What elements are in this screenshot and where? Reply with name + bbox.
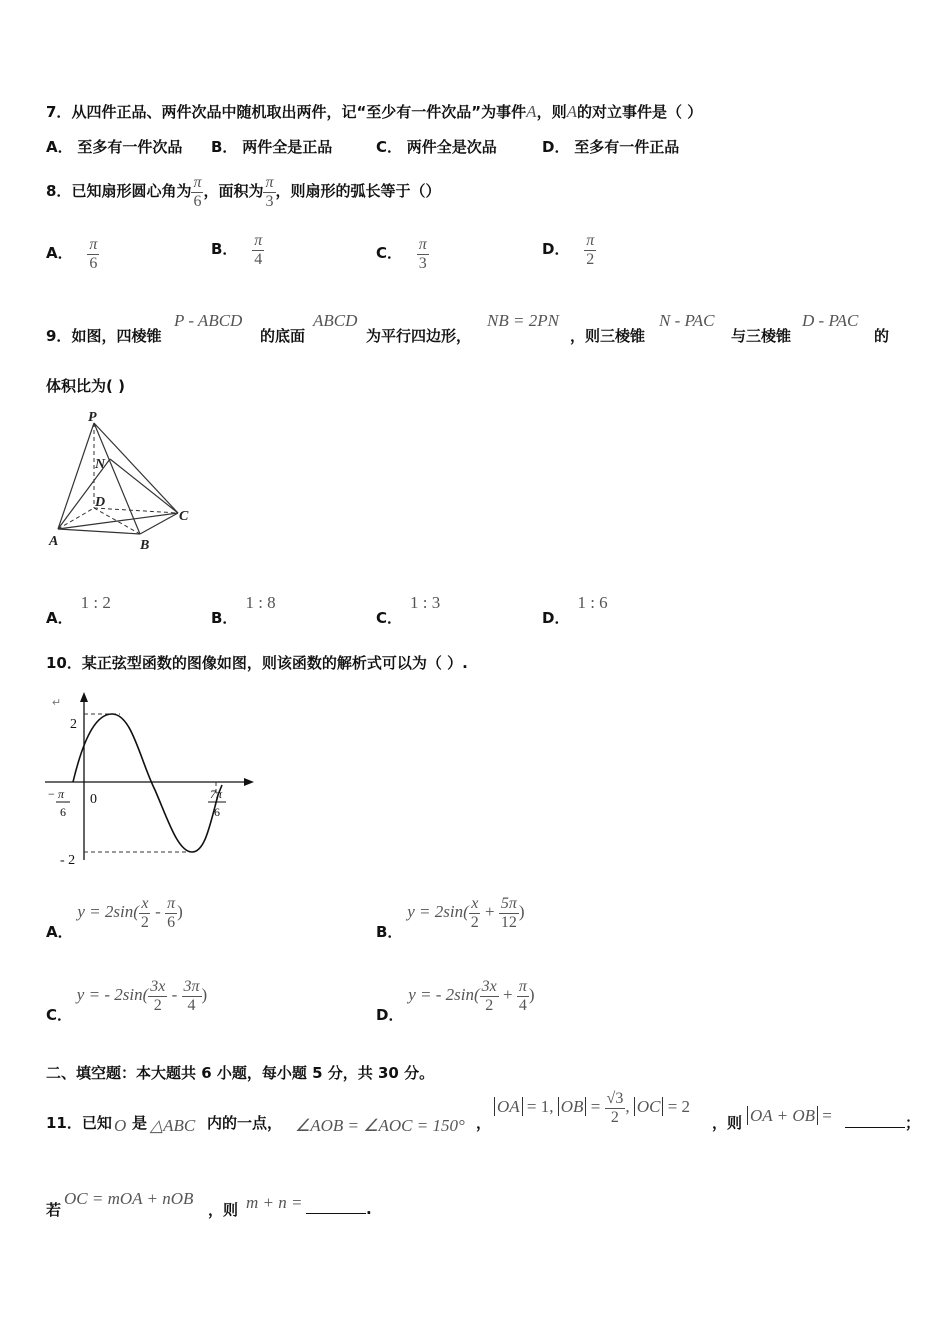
- q11-line2-mid: [208, 1199, 238, 1220]
- option-label: B．: [211, 240, 238, 259]
- return-mark: ↵: [52, 697, 62, 709]
- q11-stem: [46, 1112, 112, 1133]
- label-c: C: [179, 509, 189, 524]
- option-fraction: [417, 236, 429, 272]
- edge-dc: [94, 508, 178, 513]
- frac-den: 6: [193, 192, 202, 210]
- q11-point-o: [114, 1116, 126, 1136]
- frac-num: x: [471, 895, 479, 912]
- edge-pa: [58, 423, 94, 529]
- q9-expr-base: [313, 311, 357, 331]
- option-label: D．: [376, 1006, 404, 1025]
- frac-num: π: [518, 978, 527, 995]
- frac-den: 2: [586, 250, 595, 268]
- text: ，则三棱锥: [570, 327, 646, 345]
- option-text: 两件全是次品: [406, 138, 497, 156]
- q8-option-c[interactable]: [376, 236, 429, 272]
- q10-option-c[interactable]: [46, 978, 208, 1025]
- frac-num: π: [89, 236, 98, 253]
- text: .: [366, 1200, 372, 1218]
- q8-text-c: ，则扇形的弧长等于（）: [275, 182, 441, 201]
- label-d: D: [95, 495, 106, 510]
- frac-num: 5π: [500, 895, 517, 912]
- frac-1: [469, 895, 481, 931]
- q11-angles: [295, 1116, 465, 1136]
- frac-den: 4: [518, 996, 527, 1014]
- option-label: C．: [376, 138, 403, 156]
- option-label: D．: [542, 240, 570, 259]
- x-left-den: 6: [60, 805, 66, 819]
- q8-area-fraction: [263, 174, 275, 210]
- frac-num: √3: [606, 1090, 624, 1107]
- option-label: B．: [211, 138, 238, 156]
- abs-sum: OA + OB: [747, 1106, 818, 1125]
- frac-num: π: [167, 895, 176, 912]
- text: ，则: [712, 1114, 743, 1132]
- q11-vector-eq: [64, 1189, 193, 1209]
- expr-op: -: [167, 985, 182, 1005]
- label-a: A: [49, 534, 59, 549]
- frac-num: x: [141, 895, 149, 912]
- abs-ob: OB: [558, 1097, 587, 1116]
- option-text: 1 : 2: [80, 593, 111, 612]
- frac-num: 3x: [150, 978, 166, 995]
- edge-pc: [94, 423, 178, 513]
- frac-den: 6: [167, 913, 176, 931]
- frac-1: [148, 978, 167, 1014]
- frac-den: 4: [254, 250, 263, 268]
- expr-op: +: [498, 985, 517, 1005]
- frac-den: 2: [610, 1108, 619, 1126]
- y-label-bottom: - 2: [60, 853, 76, 868]
- expr-post: ): [528, 985, 535, 1005]
- option-text: 两件全是正品: [242, 138, 333, 156]
- q7-text-b: ，则: [536, 103, 567, 121]
- q9-option-b[interactable]: [211, 592, 276, 627]
- q9-pyramid-figure: [44, 405, 204, 555]
- q9-option-a[interactable]: [46, 592, 111, 627]
- frac-den: 4: [187, 996, 196, 1014]
- expr-pre: y = 2sin(: [77, 902, 139, 922]
- option-label: D．: [542, 138, 570, 156]
- q8-text-b: ，面积为: [203, 182, 264, 201]
- option-label: A．: [46, 244, 73, 263]
- q9-expr-dpac: [802, 311, 858, 331]
- val-oc: = 2: [663, 1097, 691, 1116]
- text: 内的一点，: [207, 1114, 283, 1132]
- text: 体积比为( ): [46, 377, 125, 395]
- text: 的: [874, 327, 890, 345]
- option-text: 1 : 6: [577, 593, 608, 612]
- q11-text-3: [207, 1112, 282, 1133]
- q7-option-d[interactable]: [542, 136, 679, 157]
- frac-den: 12: [500, 913, 517, 931]
- q7-var-a2: A: [566, 102, 577, 121]
- q9-stem: [46, 325, 161, 346]
- q7-option-b[interactable]: [211, 136, 332, 157]
- text: 若: [46, 1201, 62, 1219]
- q10-text: 某正弦型函数的图像如图，则该函数的解析式可以为（ ）.: [81, 654, 468, 672]
- edge-ac: [58, 513, 178, 529]
- eq-ob: =: [586, 1097, 605, 1116]
- q8-stem: [46, 174, 441, 210]
- q8-option-d[interactable]: [542, 232, 596, 268]
- q9-text-5: [731, 325, 791, 346]
- option-text: 至多有一件正品: [574, 138, 680, 156]
- abs-oa: OA: [494, 1097, 523, 1116]
- frac-den: 3: [418, 254, 427, 272]
- text: 是: [132, 1114, 148, 1132]
- q11-text-2: [132, 1112, 147, 1133]
- math-expr: ABCD: [313, 311, 358, 330]
- expr-op: -: [150, 902, 166, 922]
- q10-stem: [46, 652, 468, 673]
- frac-den: 2: [140, 913, 149, 931]
- q9-number: 9．: [46, 327, 72, 345]
- math-expr: △ABC: [150, 1116, 196, 1135]
- x-axis-arrow: [244, 778, 254, 786]
- math-expr: ∠AOB = ∠AOC = 150°: [295, 1116, 465, 1135]
- eq-sign: =: [818, 1106, 832, 1125]
- frac-1: [480, 978, 499, 1014]
- q7-text-c: 的对立事件是（ ）: [576, 103, 703, 121]
- option-label: A．: [46, 923, 73, 942]
- q9-text-4: [570, 325, 645, 346]
- section-2-heading: [46, 1062, 434, 1083]
- option-label: C．: [376, 244, 403, 263]
- text: 为平行四边形，: [366, 327, 472, 345]
- frac-num: π: [193, 174, 202, 191]
- q11-text-5: [712, 1112, 742, 1133]
- q10-option-a[interactable]: [46, 895, 183, 942]
- q11-blank-1-wrap: [845, 1112, 920, 1133]
- frac-2: [182, 978, 202, 1014]
- origin-label: 0: [90, 792, 97, 807]
- val-oa: = 1,: [522, 1097, 558, 1116]
- y-axis-arrow: [80, 692, 88, 702]
- math-expr: OC = mOA + nOB: [64, 1189, 194, 1208]
- q7-stem: [46, 101, 702, 122]
- q7-var-a: A: [526, 102, 537, 121]
- math-expr: m + n =: [246, 1193, 303, 1212]
- q9-option-c[interactable]: [376, 592, 441, 627]
- expr-pre: y = - 2sin(: [76, 985, 149, 1005]
- edge-ab: [58, 529, 140, 534]
- option-fraction: [584, 232, 596, 268]
- x-left-num: π: [58, 787, 65, 801]
- label-b: B: [140, 538, 150, 553]
- edge-ad: [58, 508, 94, 529]
- q8-number: 8．: [46, 182, 72, 201]
- option-label: B．: [211, 609, 238, 627]
- frac-den: 2: [470, 913, 479, 931]
- edge-bc: [140, 513, 178, 534]
- q9-expr-ratio: [487, 311, 559, 331]
- frac-den: 6: [89, 254, 98, 272]
- frac-num: 3π: [183, 978, 200, 995]
- expr-pre: y = - 2sin(: [408, 985, 480, 1005]
- option-text: 至多有一件次品: [77, 138, 183, 156]
- q8-angle-fraction: [191, 174, 203, 210]
- q9-option-d[interactable]: [542, 592, 608, 627]
- text: ，: [476, 1114, 492, 1132]
- section-title: 二、填空题：本大题共 6 小题，每小题 5 分，共 30 分。: [46, 1064, 435, 1082]
- x-right-den: 6: [214, 805, 220, 819]
- x-right-num: 7π: [210, 787, 223, 801]
- math-expr: NB = 2PN: [487, 311, 559, 330]
- q10-sine-graph: [40, 690, 265, 875]
- text: 与三棱锥: [731, 327, 792, 345]
- option-label: A．: [46, 138, 73, 156]
- frac-num: π: [265, 174, 274, 191]
- frac-den: 3: [265, 192, 274, 210]
- q11-line2-prefix: [46, 1199, 61, 1220]
- q10-option-b[interactable]: [376, 895, 525, 942]
- sqrt3-over-2: [605, 1090, 626, 1126]
- option-label: B．: [376, 923, 403, 942]
- text: 已知: [81, 1114, 112, 1132]
- math-expr: D - PAC: [802, 311, 859, 330]
- q9-text-3: [366, 325, 471, 346]
- x-left-sign: −: [48, 787, 55, 801]
- q11-blank-2-wrap: [306, 1199, 372, 1218]
- frac-den: 2: [153, 996, 162, 1014]
- math-expr: P - ABCD: [174, 311, 243, 330]
- q8-option-a[interactable]: [46, 236, 99, 272]
- expr-pre: y = 2sin(: [407, 902, 469, 922]
- q11-triangle: [150, 1116, 195, 1136]
- text: 的底面: [260, 327, 306, 345]
- q11-number: 11．: [46, 1114, 82, 1132]
- y-label-top: 2: [70, 717, 77, 732]
- label-p: P: [88, 410, 97, 425]
- q11-mn-expr: [246, 1193, 302, 1213]
- expr-post: ): [518, 902, 525, 922]
- expr-post: ): [201, 985, 208, 1005]
- abs-oc: OC: [634, 1097, 664, 1116]
- answer-blank-2[interactable]: [306, 1199, 366, 1214]
- q8-option-b[interactable]: [211, 232, 264, 268]
- math-expr: N - PAC: [659, 311, 715, 330]
- expr-op: +: [480, 902, 499, 922]
- option-fraction: [252, 232, 264, 268]
- frac-2: [165, 895, 177, 931]
- q11-text-4: [476, 1112, 491, 1133]
- q8-text-a: 已知扇形圆心角为: [71, 182, 192, 201]
- text: ；: [905, 1114, 921, 1132]
- frac-num: 3x: [481, 978, 497, 995]
- option-fraction: [87, 236, 99, 272]
- frac-num: π: [418, 236, 427, 253]
- answer-blank-1[interactable]: [845, 1113, 905, 1128]
- q11-sum-expr: [747, 1106, 832, 1126]
- option-text: 1 : 3: [410, 593, 441, 612]
- text: ，则: [208, 1201, 239, 1219]
- q11-magnitudes: OA = 1, OB = $\frac{√3}{2}$ , OC = 2: [494, 1090, 690, 1126]
- option-label: D．: [542, 609, 570, 627]
- q7-option-c[interactable]: [376, 136, 497, 157]
- option-label: C．: [46, 1006, 73, 1025]
- frac-2: [499, 895, 519, 931]
- frac-2: [517, 978, 529, 1014]
- q7-number: 7．: [46, 103, 72, 121]
- q9-expr-pyramid: [174, 311, 242, 331]
- expr-post: ): [177, 902, 183, 922]
- q9-expr-npac: [659, 311, 714, 331]
- option-label: C．: [376, 609, 403, 627]
- q7-option-a[interactable]: [46, 136, 182, 157]
- frac-1: [139, 895, 151, 931]
- label-n: N: [95, 457, 106, 472]
- math-expr: O: [114, 1116, 127, 1135]
- sine-curve: [73, 714, 222, 852]
- edge-pb: [94, 423, 140, 534]
- option-label: A．: [46, 609, 73, 627]
- q10-option-d[interactable]: [376, 978, 535, 1025]
- option-text: 1 : 8: [245, 593, 276, 612]
- q9-line2: [46, 375, 125, 396]
- frac-num: π: [254, 232, 263, 249]
- q10-number: 10．: [46, 654, 82, 672]
- frac-den: 2: [485, 996, 494, 1014]
- q9-text-6: [874, 325, 889, 346]
- q9-text-2: [260, 325, 305, 346]
- frac-num: π: [586, 232, 595, 249]
- q9-text-1: 如图，四棱锥: [71, 327, 162, 345]
- q7-text-a: 从四件正品、两件次品中随机取出两件，记“至少有一件次品”为事件: [71, 103, 527, 121]
